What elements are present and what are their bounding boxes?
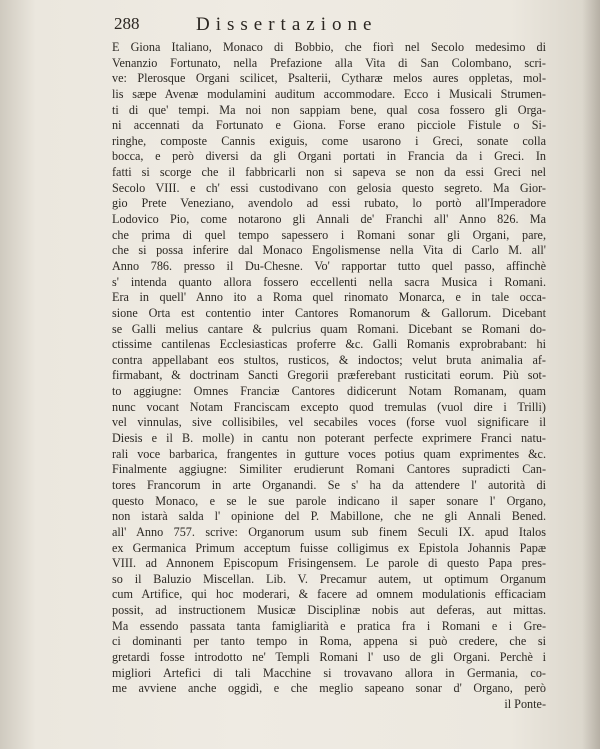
text-line: Anno 786. presso il Du-Chesne. Vo' rapportar tutto quel passo, affinchè: [112, 258, 546, 273]
text-line: vel vinnulas, sive collisibiles, vel secabiles voces (forse vuol significare il: [112, 415, 546, 430]
text-line: questo Monaco, e se le sue parole indicano il saper sonare l' Organo,: [112, 493, 546, 508]
text-line: to aggiugne: Omnes Franciæ Cantores didicerunt Notam Romanam, quam: [112, 384, 546, 399]
page-edge-shadow: [582, 0, 600, 749]
text-line: lis sæpe Avenæ modulamini auditum accommodare. Ecco i Musicali Strumen-: [112, 86, 546, 101]
text-line: all' Anno 757. scrive: Organorum usum sub finem Seculi IX. apud Italos: [112, 524, 546, 539]
text-line: ti di que' tempi. Ma noi non sappiam bene, qual cosa fossero gli Orga-: [112, 102, 546, 117]
text-line: Era in quell' Anno ito a Roma quel rinomato Monarca, e in tale occa-: [112, 290, 546, 305]
text-line: ringhe, composte Cannis exiguis, come usarono i Greci, sonate colla: [112, 133, 546, 148]
text-line: se Galli melius cantare & pulcrius quam Romani. Dicebant se Romani do-: [112, 321, 546, 336]
text-line: possit, ad instructionem Musicæ Disciplinæ nobis aut deferas, aut mittas.: [112, 603, 546, 618]
text-line: ex Germanica Primum acceptum fuisse colligimus ex Epistola Johannis Papæ: [112, 540, 546, 555]
text-line: Secolo VIII. e ch' essi custodivano con gelosia questo segreto. Ma Gior-: [112, 180, 546, 195]
text-line: E Giona Italiano, Monaco di Bobbio, che fiorì nel Secolo medesimo di: [112, 40, 546, 54]
text-line: che prima di quel tempo sapessero i Romani sonar gli Organi, pare,: [112, 227, 546, 242]
text-line: rali voce barbarica, frangentes in gutture voces potius quam exprimentes &c.: [112, 446, 546, 461]
text-line: ctissime cantilenas Ecclesiasticas proferre &c. Galli Romanis exprobrabant: hi: [112, 337, 546, 352]
text-line: VIII. ad Annonem Episcopum Frisingensem. Le parole di questo Papa pres-: [112, 556, 546, 571]
text-line: firmabant, & doctrinam Sancti Gregorii præferebant rusticitati eorum. Più sot-: [112, 368, 546, 383]
body-text: [112, 40, 546, 713]
text-line: bocca, e però diversi da gli Organi portati in Francia da i Greci. In: [112, 149, 546, 164]
text-line: ni accennati da Fortunato e Giona. Forse erano picciole Fistule o Si-: [112, 118, 546, 133]
page-number: 288: [114, 14, 140, 33]
text-line: ve: Plerosque Organi scilicet, Psalterii, Cytharæ melos aures oppletas, mol-: [112, 71, 546, 86]
text-line: Venanzio Fortunato, nella Prefazione alla Vita di San Colombano, scri-: [112, 55, 546, 70]
text-line: sione Orta est contentio inter Cantores Romanorum & Gallorum. Dicebant: [112, 305, 546, 320]
text-line: Ma essendo passata tanta famigliarità e pratica fra i Romani e i Gre-: [112, 618, 546, 633]
text-line: nunc vocant Notam Franciscam excepto quod tremulas (vuol dire i Trilli): [112, 399, 546, 414]
text-line: s' intenda quanto allora fossero eccellenti nella sacra Musica i Romani.: [112, 274, 546, 289]
text-line: gretardi fosse introdotto ne' Templi Romani l' uso de gli Organi. Perchè i: [112, 649, 546, 664]
catchword: il Ponte-: [504, 696, 546, 711]
text-line: cum Artifice, qui hoc moderari, & facere ad omnem modulationis efficaciam: [112, 587, 546, 602]
page-header: [114, 14, 574, 38]
text-line: Finalmente aggiugne: Similiter erudierunt Romani Cantores supradicti Can-: [112, 462, 546, 477]
text-line: so il Baluzio Miscellan. Lib. V. Precamur autem, ut optimum Organum: [112, 571, 546, 586]
text-line: tores Francorum in arte Organandi. Se s' ha da attendere l' autorità di: [112, 477, 546, 492]
text-line: gio Prete Veneziano, avendolo ad essi rubato, lo portò all'Imperadore: [112, 196, 546, 211]
text-line: che si possa inferire dal Monaco Engolismense nella Vita di Carlo M. all': [112, 243, 546, 258]
text-line: ci dominanti per tanto tempo in Roma, appena si può credere, che si: [112, 634, 546, 649]
text-line: Lodovico Pio, come notarono gli Annali de' Franchi all' Anno 826. Ma: [112, 212, 546, 227]
text-line: me avviene anche oggidì, e che meglio sapeano sonar d' Organo, però: [112, 681, 546, 696]
running-head: Dissertazione: [196, 14, 378, 35]
text-line: Diesis e il B. molle) in cantu non poterant perfecte exprimere Franci natu-: [112, 431, 546, 446]
text-line: non istarà salda l' opinione del P. Mabillone, che ne gli Annali Bened.: [112, 509, 546, 524]
text-line: contra appellabant eos stultos, rusticos, & indoctos; velut bruta animalia af-: [112, 352, 546, 367]
text-line: migliori Artefici di tali Macchine si trovavano allora in Germania, co-: [112, 665, 546, 680]
text-line: fatti si scorge che il fabbricarli non si sapeva se non da essi Greci nel: [112, 165, 546, 180]
